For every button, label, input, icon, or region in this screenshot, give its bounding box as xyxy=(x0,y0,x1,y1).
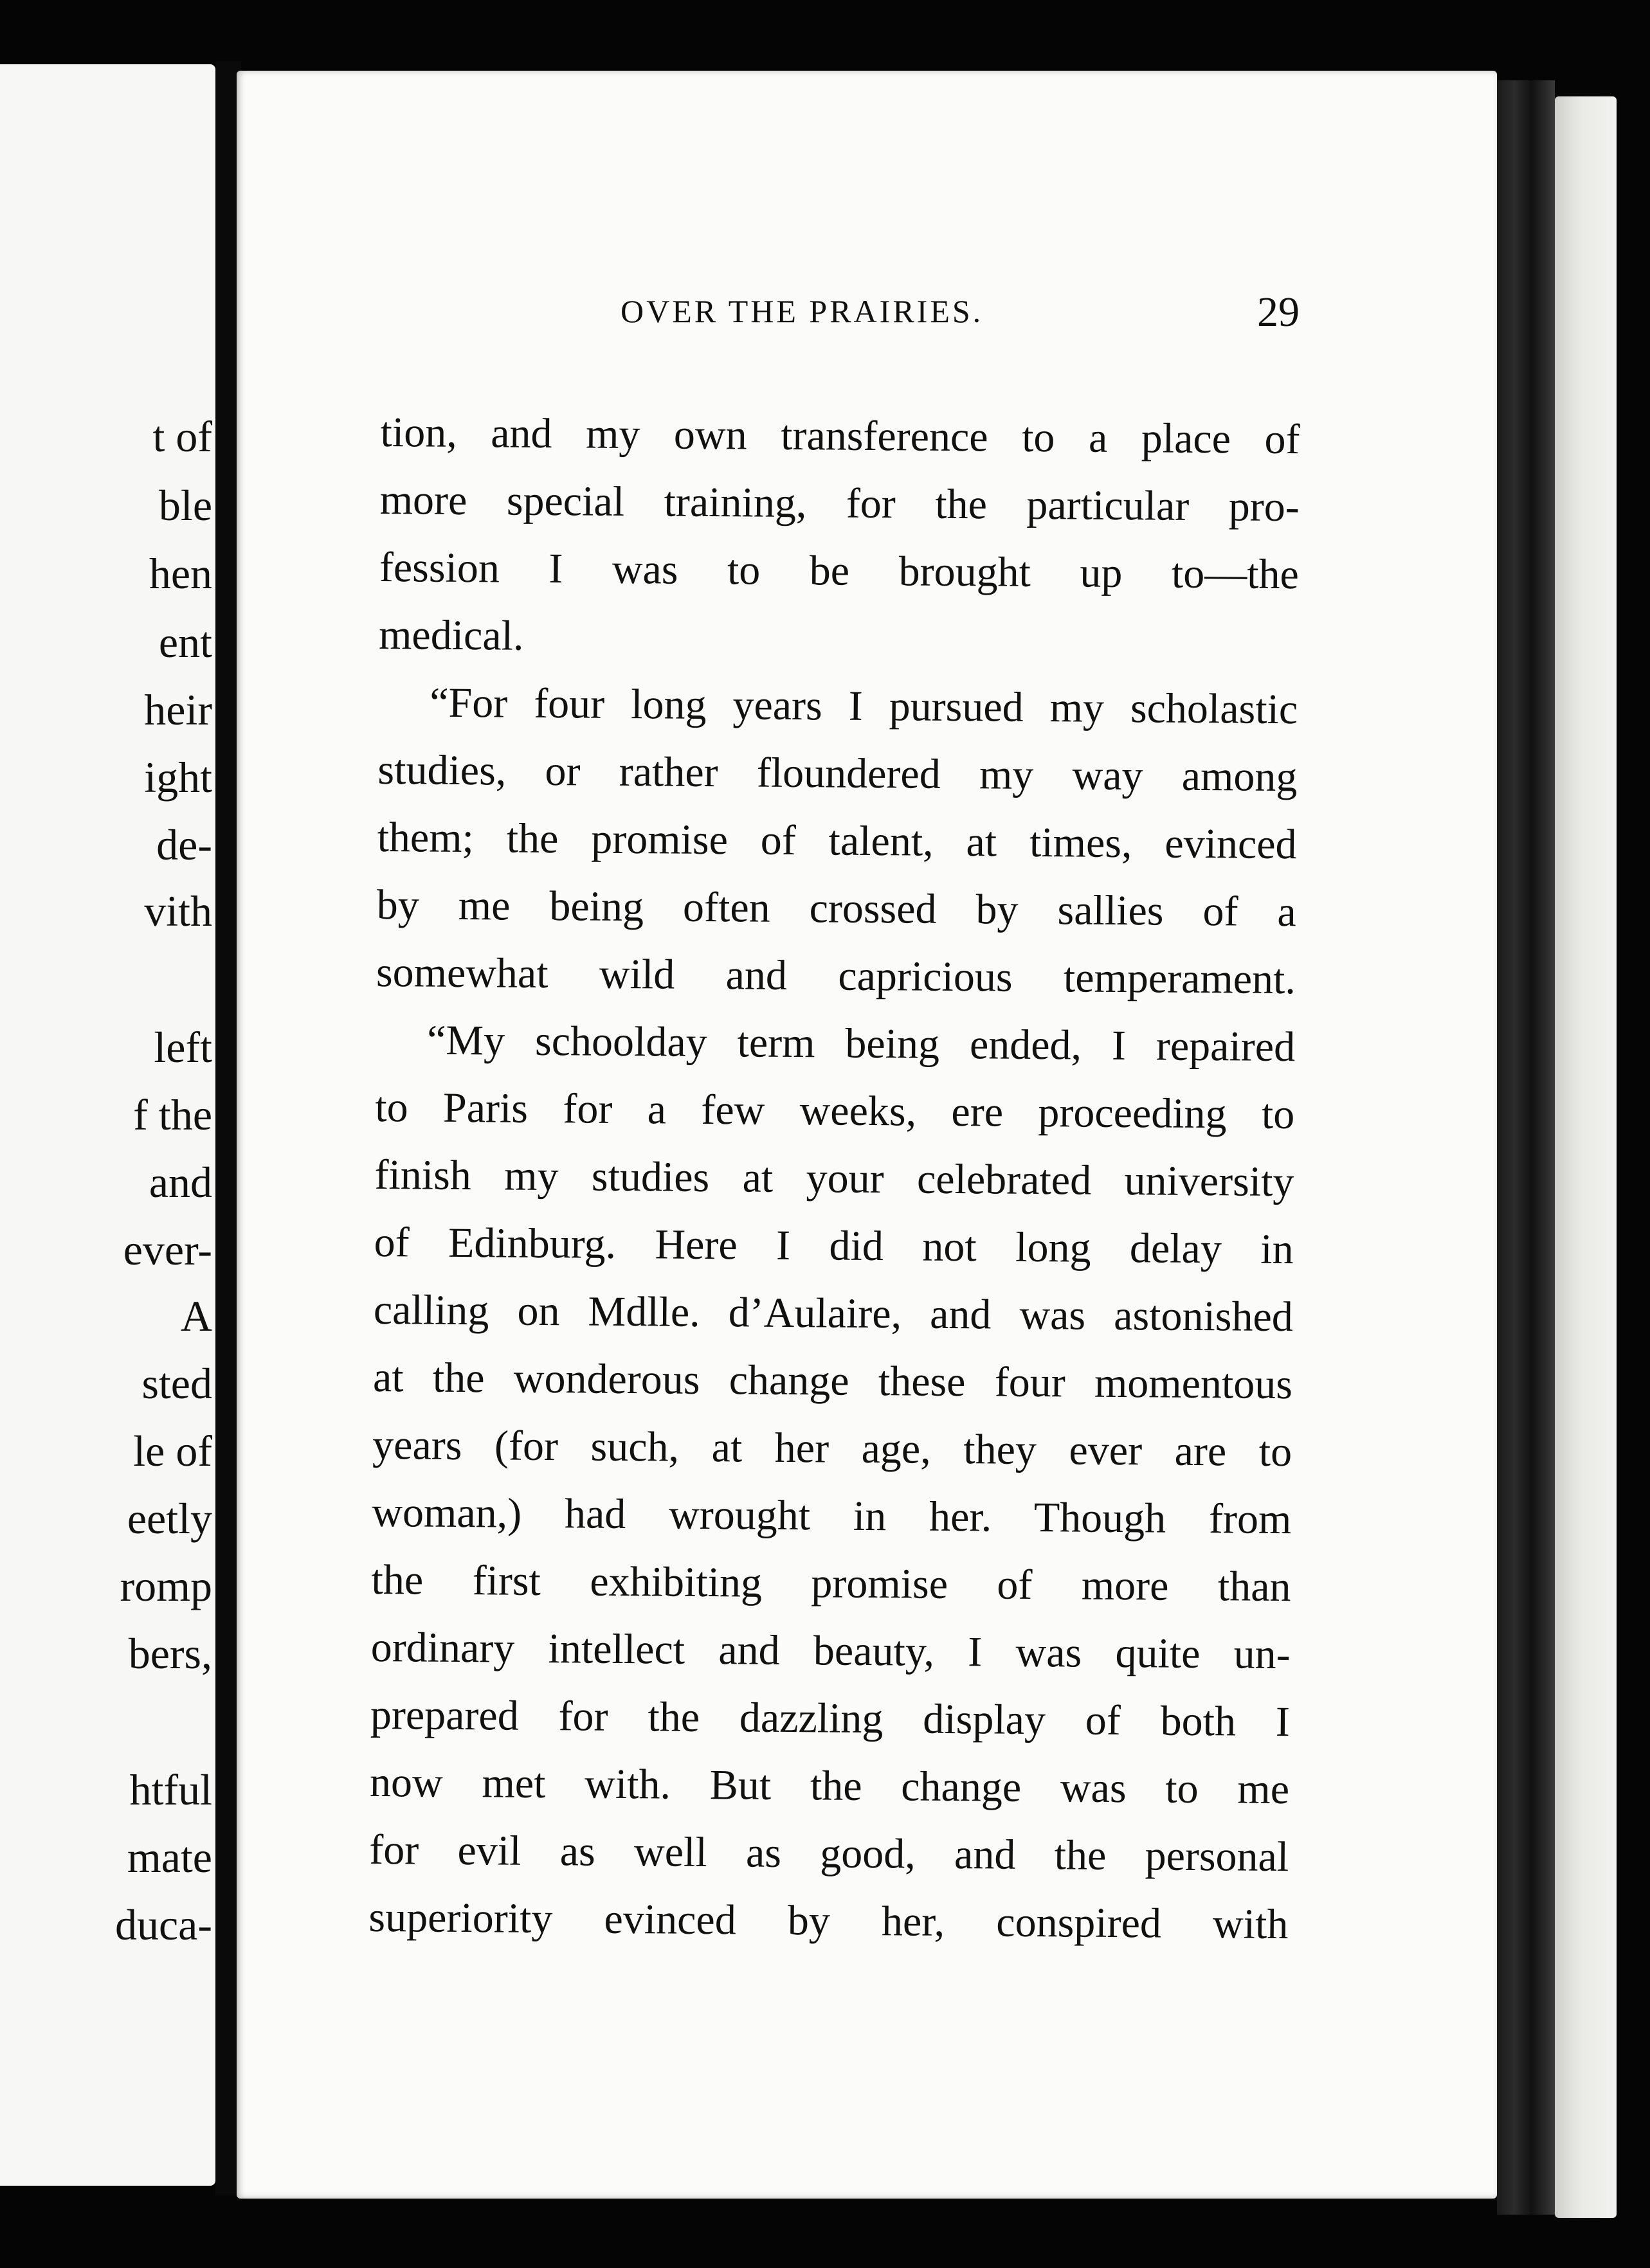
left-page-line: f the xyxy=(133,1090,212,1139)
left-page-line: A xyxy=(180,1292,212,1340)
text-line: tion, and my own transference to a place of xyxy=(380,408,1300,464)
body-text xyxy=(368,399,1300,1958)
text-line: studies, or rather floundered my way among xyxy=(377,746,1298,801)
left-page-line: ble xyxy=(158,481,212,530)
text-line: now met with. But the change was to me xyxy=(369,1758,1290,1814)
left-page-line: htful xyxy=(129,1765,212,1814)
left-page-line: ever- xyxy=(123,1225,212,1274)
page-number: 29 xyxy=(1257,289,1300,336)
text-line: somewhat wild and capricious temperament. xyxy=(376,948,1296,1004)
text-line: superiority evinced by her, conspired with xyxy=(368,1893,1289,1949)
left-page-line: and xyxy=(149,1158,212,1207)
text-line: for evil as well as good, and the personal xyxy=(368,1826,1289,1881)
left-page-line: mate xyxy=(127,1833,212,1882)
text-line: “For four long years I pursued my scholastic xyxy=(429,679,1298,734)
left-page-line: left xyxy=(154,1023,212,1072)
left-page-line: de- xyxy=(156,820,212,869)
text-line: of Edinburg. Here I did not long delay in xyxy=(374,1218,1294,1274)
running-head: OVER THE PRAIRIES. xyxy=(621,293,984,329)
text-line: calling on Mdlle. d’Aulaire, and was astonished xyxy=(373,1286,1294,1341)
left-page-line: romp xyxy=(120,1562,212,1610)
text-line: by me being often crossed by sallies of a xyxy=(376,881,1297,936)
text-line: years (for such, at her age, they ever are to xyxy=(372,1421,1292,1476)
page-edges xyxy=(1497,80,1555,2215)
text-line: fession I was to be brought up to—the xyxy=(379,543,1300,598)
text-line: them; the promise of talent, at times, evinced xyxy=(377,813,1297,869)
book-cover-edge xyxy=(1555,96,1617,2218)
text-line: finish my studies at your celebrated university xyxy=(374,1151,1294,1206)
left-page-line: heir xyxy=(144,685,212,734)
left-page-line: duca- xyxy=(114,1900,212,1949)
left-page-line: hen xyxy=(149,549,212,598)
left-page-line: sted xyxy=(141,1359,212,1408)
left-page-line: eetly xyxy=(127,1494,212,1543)
text-line: ordinary intellect and beauty, I was quite un- xyxy=(370,1623,1291,1679)
left-page-line: bers, xyxy=(128,1629,212,1678)
text-line: more special training, for the particular pro- xyxy=(379,476,1300,531)
previous-page-fragment xyxy=(0,64,215,2186)
left-page-line: le of xyxy=(133,1426,212,1475)
text-line: at the wonderous change these four momentous xyxy=(372,1353,1293,1408)
text-line: the first exhibiting promise of more than xyxy=(371,1556,1291,1611)
left-page-line: ight xyxy=(144,753,212,802)
left-page-line: vith xyxy=(144,887,212,935)
text-line: to Paris for a few weeks, ere proceeding to xyxy=(375,1083,1295,1138)
text-line: prepared for the dazzling display of both I xyxy=(370,1691,1291,1746)
left-page-line: t of xyxy=(152,412,212,461)
text-line: medical. xyxy=(378,611,524,660)
left-page-line: ent xyxy=(158,618,212,667)
text-line: “My schoolday term being ended, I repaired xyxy=(426,1016,1296,1071)
text-line: woman,) had wrought in her. Though from xyxy=(372,1488,1292,1544)
